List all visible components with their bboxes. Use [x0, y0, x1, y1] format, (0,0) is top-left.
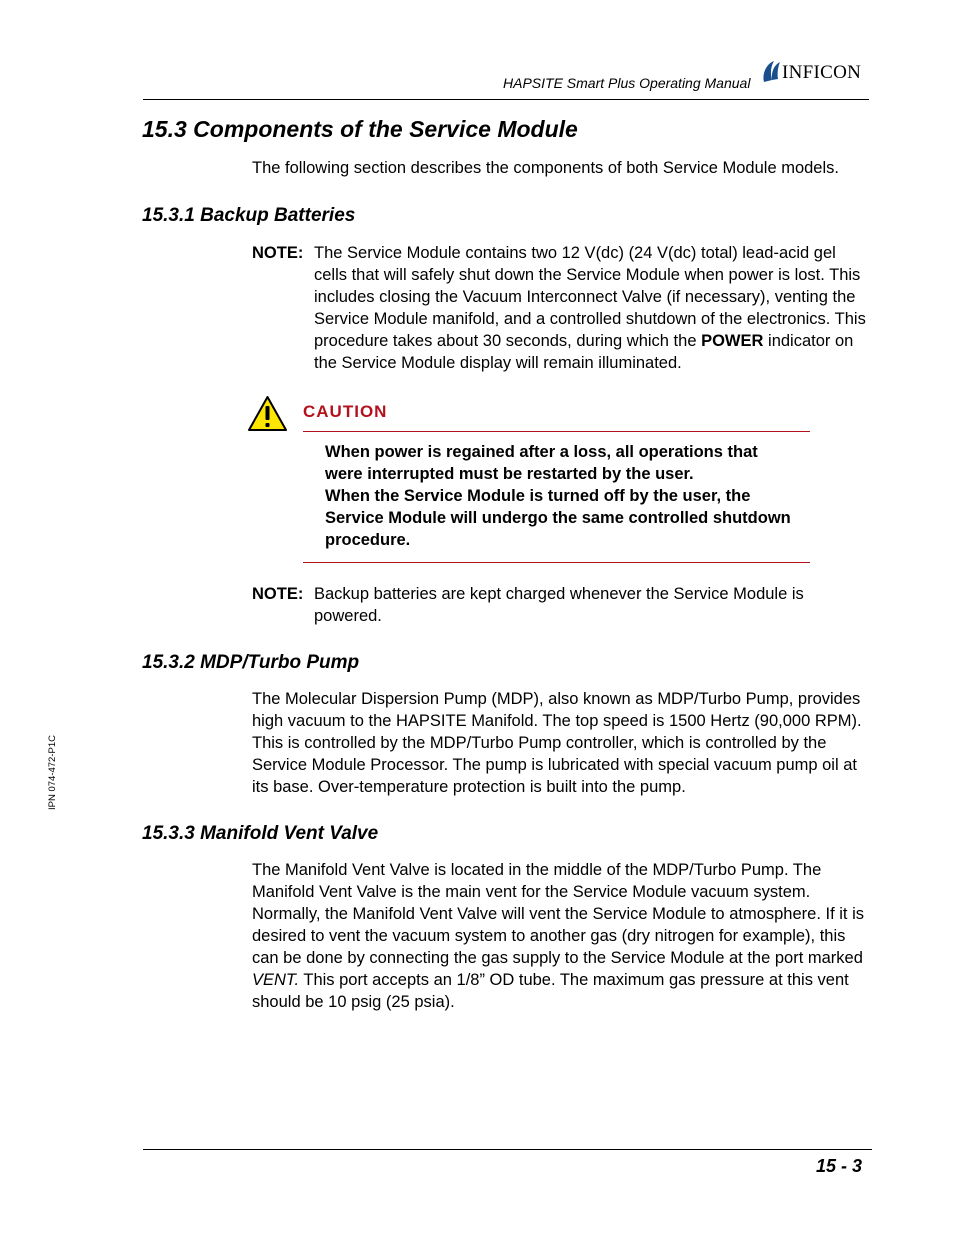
power-keyword: POWER [701, 332, 764, 350]
note-label: NOTE: [252, 585, 304, 603]
subsection-title-manifold-vent-valve: 15.3.3 Manifold Vent Valve [142, 823, 379, 844]
footer-rule [143, 1149, 872, 1150]
note-battery-charging [252, 583, 872, 627]
note-backup-batteries [252, 242, 872, 374]
vent-port-label: VENT. [252, 971, 300, 989]
caution-text-2: When the Service Module is turned off by the user, the Service Module will undergo the same controlled shutdown procedure. [325, 487, 791, 549]
note-text: The Service Module contains two 12 V(dc) (24 V(dc) total) lead-acid gel cells that will safely shut down the Service Module when power is lost. This includes closing the Vacuum Interconnect Valve (if necessary), venting the Service Module manifold, and a controlled shutdown of the electronics. This procedure takes about 30 seconds, during which the POWER indicator on the Service Module display will remain illuminated. [314, 244, 866, 372]
caution-rule-bottom [303, 562, 810, 563]
page-number: 15 - 3 [816, 1156, 863, 1176]
caution-icon [247, 395, 288, 432]
caution-text-1: When power is regained after a loss, all operations that were interrupted must be restarted by the user. [325, 443, 758, 483]
subsection-title-backup-batteries: 15.3.1 Backup Batteries [142, 205, 356, 226]
note-text: Backup batteries are kept charged whenever the Service Module is powered. [314, 585, 804, 625]
section-title: 15.3 Components of the Service Module [142, 116, 578, 142]
caution-body [325, 441, 795, 551]
brand-name: INFICON [782, 62, 862, 83]
mdp-turbo-pump-text: The Molecular Dispersion Pump (MDP), also known as MDP/Turbo Pump, provides high vacuum to the HAPSITE Manifold. The top speed is 1500 Hertz (90,000 RPM). This is controlled by the MDP/Turbo Pump controller, which is controlled by the Service Module Processor. The pump is lubricated with special vacuum pump oil at its base. Over-temperature protection is built into the pump. [252, 690, 862, 796]
document-code: IPN 074-472-P1C [47, 735, 58, 810]
subsection-title-mdp-turbo-pump: 15.3.2 MDP/Turbo Pump [142, 652, 360, 673]
inficon-logo-icon [760, 58, 782, 84]
manifold-vent-valve-text: The Manifold Vent Valve is located in the middle of the MDP/Turbo Pump. The Manifold Vent Valve is the main vent for the Service Module vacuum system. Normally, the Manifold Vent Valve will vent the Service Module to atmosphere. If it is desired to vent the vacuum system to another gas (dry nitrogen for example), this can be done by connecting the gas supply to the Service Module at the port marked VENT. This port accepts an 1/8” OD tube. The maximum gas pressure at this vent should be 10 psig (25 psia). [252, 861, 864, 1011]
section-intro: The following section describes the components of both Service Module models. [252, 159, 839, 177]
header-rule [143, 99, 869, 100]
caution-label: CAUTION [303, 402, 388, 421]
caution-rule-top [303, 431, 810, 432]
inficon-logo [760, 58, 874, 86]
note-label: NOTE: [252, 244, 304, 262]
manual-title: HAPSITE Smart Plus Operating Manual [503, 75, 751, 91]
